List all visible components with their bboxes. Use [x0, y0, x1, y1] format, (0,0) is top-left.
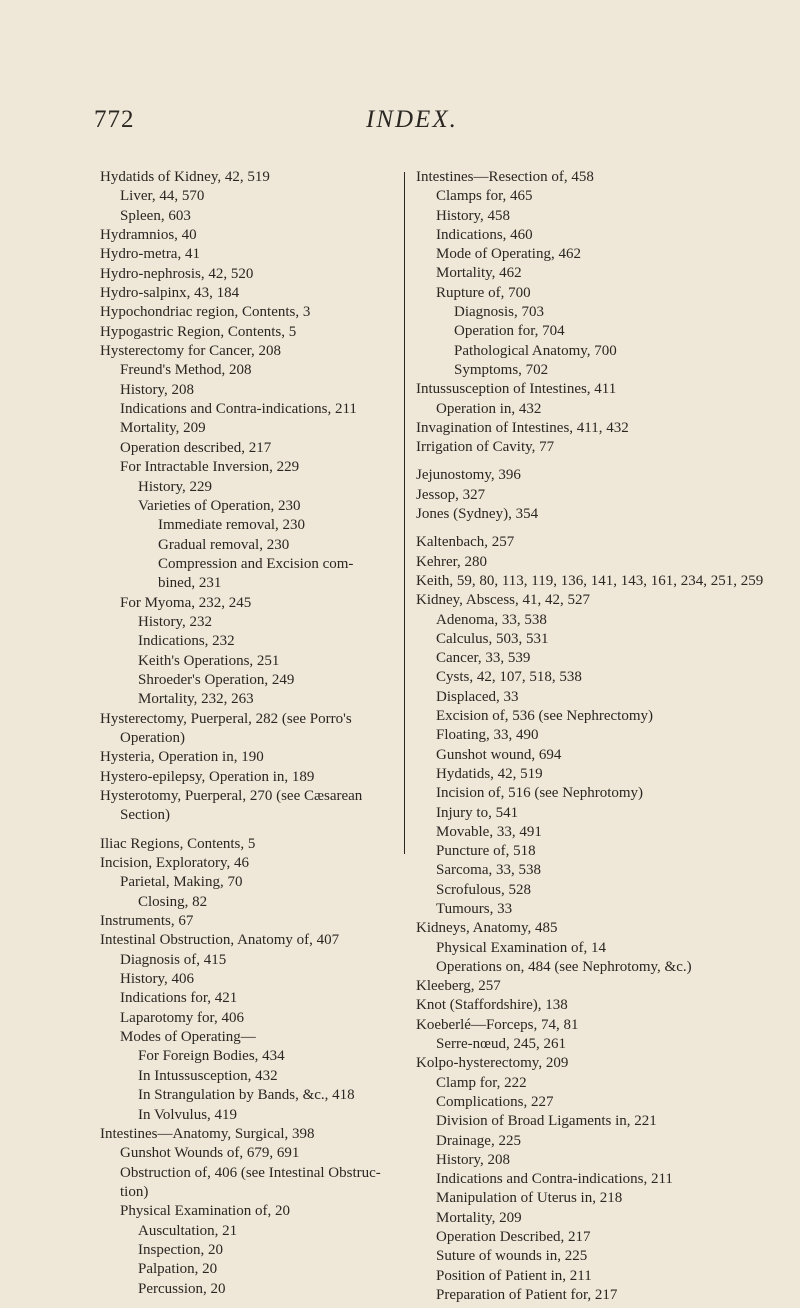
index-entry: Injury to, 541 [436, 804, 519, 821]
index-entry: Jejunostomy, 396 [416, 467, 521, 484]
index-entry: Intestines—Resection of, 458 [416, 169, 594, 185]
index-entry: Indications and Contra-indications, 211 [436, 1171, 673, 1188]
index-entry: Suture of wounds in, 225 [436, 1248, 588, 1265]
index-entry: Incision of, 516 (see Nephrotomy) [436, 785, 644, 802]
index-entry: Clamps for, 465 [436, 188, 533, 205]
index-entry: Mode of Operating, 462 [436, 246, 581, 263]
index-entry: For Intractable Inversion, 229 [120, 459, 300, 476]
index-entry: History, 208 [120, 381, 195, 398]
index-entry: Rupture of, 700 [436, 284, 531, 301]
section-gap [416, 524, 776, 533]
index-entry: Operation in, 432 [436, 400, 542, 417]
index-entry: For Foreign Bodies, 434 [138, 1048, 285, 1065]
index-entry: Physical Examination of, 20 [120, 1203, 290, 1220]
page-header [0, 106, 800, 146]
index-entry: Parietal, Making, 70 [120, 874, 243, 891]
section-gap [100, 826, 396, 835]
index-entry: Displaced, 33 [436, 688, 519, 705]
index-entry: Modes of Operating— [120, 1029, 256, 1046]
index-entry: Position of Patient in, 211 [436, 1267, 592, 1284]
index-entry: Hysterectomy for Cancer, 208 [100, 343, 282, 360]
index-entry: Serre-nœud, 245, 261 [436, 1036, 566, 1053]
index-entry: Hypochondriac region, Contents, 3 [100, 304, 311, 321]
index-entry: Movable, 33, 491 [436, 823, 542, 840]
index-entry: For Myoma, 232, 245 [120, 594, 252, 611]
index-entry: Kleeberg, 257 [416, 978, 501, 995]
index-entry: Indications, 232 [138, 633, 235, 650]
index-entry: Mortality, 209 [436, 1209, 522, 1226]
index-entry: bined, 231 [158, 575, 222, 592]
index-entry: Division of Broad Ligaments in, 221 [436, 1113, 657, 1130]
index-entry: Mortality, 232, 263 [138, 691, 254, 708]
index-entry: Kolpo-hysterectomy, 209 [416, 1055, 569, 1072]
index-entry: Tumours, 33 [436, 900, 513, 917]
index-entry: Instruments, 67 [100, 913, 194, 930]
index-entry: Percussion, 20 [138, 1280, 226, 1297]
index-entry: Hydatids of Kidney, 42, 519 [100, 169, 270, 185]
index-entry: Operations on, 484 (see Nephrotomy, &c.) [436, 958, 692, 975]
index-entry: tion) [120, 1183, 149, 1200]
index-entry: Gunshot wound, 694 [436, 746, 562, 763]
index-entry: Indications, 460 [436, 226, 533, 243]
index-entry: Intestinal Obstruction, Anatomy of, 407 [100, 932, 340, 949]
index-entry: Puncture of, 518 [436, 843, 536, 860]
index-entry: Freund's Method, 208 [120, 362, 252, 379]
running-head: INDEX. [366, 106, 458, 133]
index-entry: Floating, 33, 490 [436, 727, 539, 744]
index-entry: Iliac Regions, Contents, 5 [100, 835, 256, 852]
index-entry: Sarcoma, 33, 538 [436, 862, 541, 879]
index-entry: Intussusception of Intestines, 411 [416, 381, 617, 398]
index-entry: Immediate removal, 230 [158, 517, 306, 534]
index-entry: Jones (Sydney), 354 [416, 506, 539, 523]
index-entry: Kidney, Abscess, 41, 42, 527 [416, 592, 591, 609]
column-divider [404, 172, 405, 854]
index-entry: Kidneys, Anatomy, 485 [416, 920, 558, 937]
index-entry: Shroeder's Operation, 249 [138, 671, 295, 688]
index-entry: Spleen, 603 [120, 207, 191, 224]
index-column-right [416, 168, 776, 1305]
index-entry: Hydro-salpinx, 43, 184 [100, 285, 240, 302]
index-entry: Indications and Contra-indications, 211 [120, 401, 357, 418]
index-entry: Symptoms, 702 [454, 361, 549, 378]
index-entry: Pathological Anatomy, 700 [454, 342, 617, 359]
index-entry: Drainage, 225 [436, 1132, 521, 1149]
index-entry: History, 208 [436, 1151, 511, 1168]
index-entry: Hydramnios, 40 [100, 227, 197, 244]
index-entry: Palpation, 20 [138, 1261, 218, 1278]
index-entry: In Intussusception, 432 [138, 1067, 278, 1084]
index-entry: Gradual removal, 230 [158, 536, 290, 553]
index-entry: Physical Examination of, 14 [436, 939, 606, 956]
index-entry: Obstruction of, 406 (see Intestinal Obstruc- [120, 1164, 381, 1181]
index-entry: Inspection, 20 [138, 1241, 223, 1258]
index-entry: Scrofulous, 528 [436, 881, 531, 898]
index-entry: Cysts, 42, 107, 518, 538 [436, 669, 582, 686]
index-entry: Irrigation of Cavity, 77 [416, 439, 555, 456]
index-entry: Operation) [120, 729, 185, 746]
index-entry: In Strangulation by Bands, &c., 418 [138, 1087, 355, 1104]
index-entry: Operation Described, 217 [436, 1229, 591, 1246]
index-entry: Auscultation, 21 [138, 1222, 238, 1239]
index-entry: In Volvulus, 419 [138, 1106, 238, 1123]
index-entry: Diagnosis of, 415 [120, 951, 227, 968]
index-entry: Indications for, 421 [120, 990, 238, 1007]
index-entry: Operation described, 217 [120, 439, 272, 456]
index-entry: Keith's Operations, 251 [138, 652, 280, 669]
index-entry: Complications, 227 [436, 1093, 554, 1110]
index-entry: Closing, 82 [138, 893, 208, 910]
index-entry: Hypogastric Region, Contents, 5 [100, 323, 297, 340]
index-entry: Kaltenbach, 257 [416, 534, 515, 551]
index-entry: Hydro-nephrosis, 42, 520 [100, 265, 254, 282]
index-entry: Adenoma, 33, 538 [436, 611, 547, 628]
index-entry: Kehrer, 280 [416, 553, 488, 570]
index-entry: Keith, 59, 80, 113, 119, 136, 141, 143, 161, 234, 251, 259 [416, 572, 764, 589]
index-entry: Hysteria, Operation in, 190 [100, 749, 264, 766]
section-gap [416, 457, 776, 466]
index-entry: Hystero-epilepsy, Operation in, 189 [100, 768, 315, 785]
index-entry: Excision of, 536 (see Nephrectomy) [436, 708, 654, 725]
index-entry: Hydatids, 42, 519 [436, 765, 543, 782]
index-entry: Compression and Excision com- [158, 555, 354, 572]
index-entry: Jessop, 327 [416, 486, 486, 503]
index-entry: Clamp for, 222 [436, 1074, 527, 1091]
index-entry: Hydro-metra, 41 [100, 246, 200, 263]
index-entry: Manipulation of Uterus in, 218 [436, 1190, 623, 1207]
index-entry: Intestines—Anatomy, Surgical, 398 [100, 1125, 315, 1142]
index-entry: Invagination of Intestines, 411, 432 [416, 419, 629, 436]
index-entry: History, 232 [138, 613, 213, 630]
index-entry: History, 458 [436, 207, 511, 224]
index-entry: Laparotomy for, 406 [120, 1009, 244, 1026]
index-entry: Hysterectomy, Puerperal, 282 (see Porro's [100, 710, 352, 727]
index-entry: Liver, 44, 570 [120, 188, 205, 205]
index-entry: Mortality, 209 [120, 420, 206, 437]
index-entry: Cancer, 33, 539 [436, 650, 531, 667]
index-entry: Diagnosis, 703 [454, 304, 544, 321]
index-entry: Section) [120, 807, 170, 824]
index-entry: Preparation of Patient for, 217 [436, 1286, 618, 1303]
index-column-left [100, 168, 396, 1299]
index-entry: Gunshot Wounds of, 679, 691 [120, 1145, 300, 1162]
index-entry: Hysterotomy, Puerperal, 270 (see Cæsarean [100, 788, 363, 804]
index-entry: Knot (Staffordshire), 138 [416, 997, 568, 1014]
index-entry: Operation for, 704 [454, 323, 565, 340]
index-entry: Calculus, 503, 531 [436, 630, 549, 647]
index-entry: Incision, Exploratory, 46 [100, 855, 249, 872]
index-entry: Mortality, 462 [436, 265, 522, 282]
page-number: 772 [94, 106, 135, 133]
index-entry: Varieties of Operation, 230 [138, 497, 301, 514]
index-entry: History, 229 [138, 478, 213, 495]
index-entry: History, 406 [120, 971, 195, 988]
index-entry: Koeberlé—Forceps, 74, 81 [416, 1016, 579, 1033]
